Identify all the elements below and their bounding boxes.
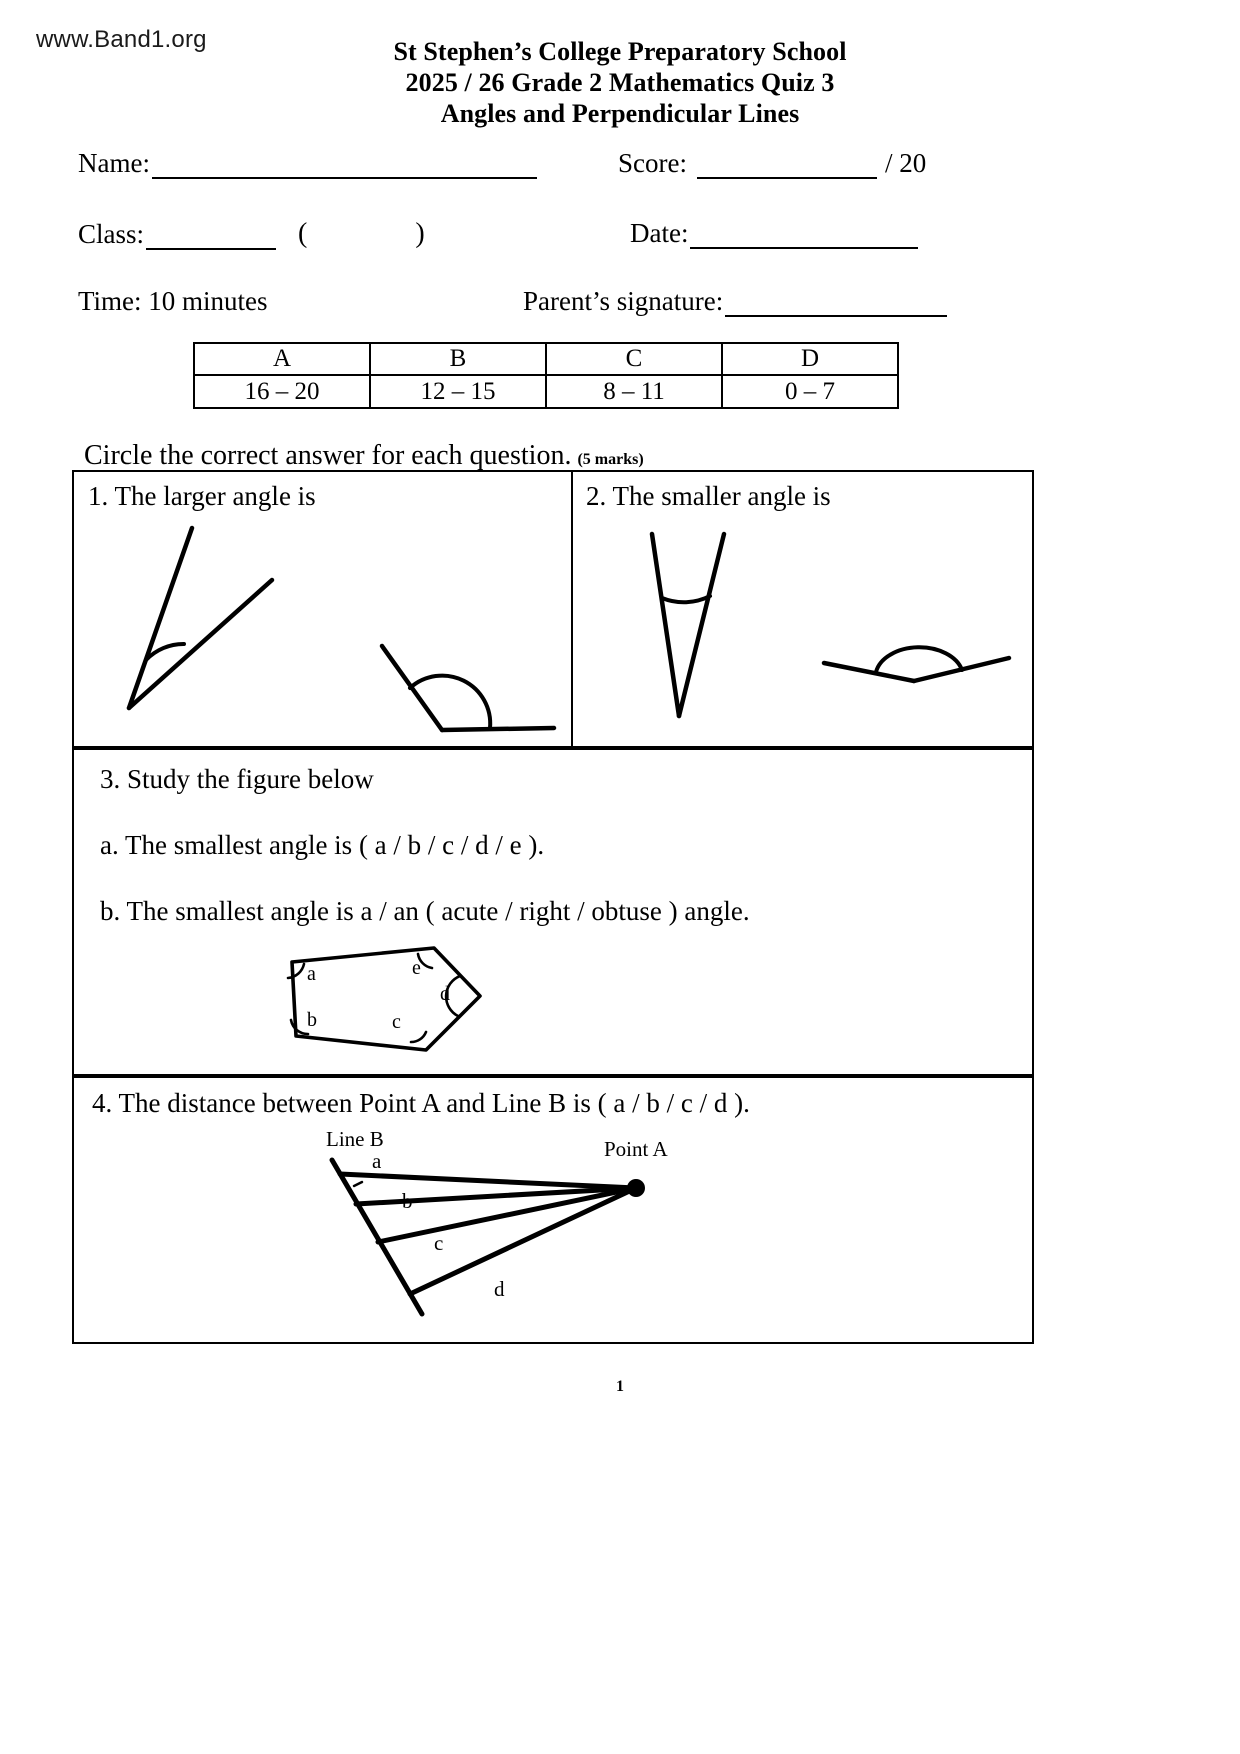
question-3-box xyxy=(72,748,1034,1076)
ray-label-a: a xyxy=(372,1149,382,1173)
q2-fig1-ray2 xyxy=(679,534,724,716)
q2-fig2-ray1 xyxy=(824,663,914,681)
parent-signature-label: Parent’s signature: xyxy=(523,286,724,316)
range-cell-b: 12 – 15 xyxy=(370,375,546,408)
class-label: Class: xyxy=(78,219,145,249)
grade-cell-a: A xyxy=(194,343,370,375)
q2-fig1-ray1 xyxy=(652,534,679,716)
ray-label-b: b xyxy=(402,1189,413,1213)
ray-label-c: c xyxy=(434,1231,444,1255)
date-field-group[interactable] xyxy=(630,218,918,249)
pentagon-label-d: d xyxy=(440,983,450,1005)
grade-cell-c: C xyxy=(546,343,722,375)
score-label: Score: xyxy=(618,148,687,178)
range-cell-d: 0 – 7 xyxy=(722,375,898,408)
question-3-text: 3. Study the figure below xyxy=(100,764,374,794)
name-score-row xyxy=(78,148,1170,188)
parent-signature-group[interactable] xyxy=(523,286,947,317)
pentagon-label-a: a xyxy=(307,963,316,985)
question-1-text: 1. The larger angle is xyxy=(88,481,316,511)
pentagon-diagram xyxy=(274,946,574,1074)
grade-table-header-row xyxy=(194,343,898,375)
point-a-dot xyxy=(627,1179,645,1197)
grade-cell-b: B xyxy=(370,343,546,375)
q2-fig1-arc xyxy=(662,596,710,602)
school-name: St Stephen’s College Preparatory School xyxy=(393,37,847,66)
score-total-label: / 20 xyxy=(884,148,927,178)
time-signature-row xyxy=(78,286,1170,326)
question-2-figures xyxy=(584,518,1024,738)
date-input-rule[interactable] xyxy=(690,225,918,249)
grade-table-range-row xyxy=(194,375,898,408)
q1-angle-diagrams xyxy=(92,518,562,738)
q1-fig2-ray2 xyxy=(442,728,554,730)
range-cell-a: 16 – 20 xyxy=(194,375,370,408)
question-3b-text[interactable]: b. The smallest angle is a / an ( acute / right / obtuse ) angle. xyxy=(100,896,750,926)
title-block xyxy=(0,36,1240,129)
ray-d xyxy=(410,1188,636,1294)
name-label: Name: xyxy=(78,148,150,178)
angle-mark-c xyxy=(411,1032,426,1042)
score-field-group[interactable] xyxy=(618,148,926,179)
instruction-line xyxy=(84,440,644,472)
class-date-row xyxy=(78,218,1170,258)
paren-close: ) xyxy=(415,218,425,249)
question-3a-text[interactable]: a. The smallest angle is ( a / b / c / d / e ). xyxy=(100,830,545,860)
name-input-rule[interactable] xyxy=(152,155,537,179)
question-4-figure xyxy=(244,1126,724,1331)
pentagon-label-e: e xyxy=(412,957,421,979)
q2-fig2-arc xyxy=(876,647,962,672)
instruction-text: Circle the correct answer for each question. xyxy=(84,440,572,471)
range-cell-c: 8 – 11 xyxy=(546,375,722,408)
exam-title: 2025 / 26 Grade 2 Mathematics Quiz 3 xyxy=(405,68,835,97)
question-1-figures xyxy=(92,518,562,738)
question-box-divider xyxy=(571,472,573,746)
grade-table xyxy=(193,342,899,409)
q2-angle-diagrams xyxy=(584,518,1024,738)
question-4-text[interactable]: 4. The distance between Point A and Line B is ( a / b / c / d ). xyxy=(92,1088,750,1118)
page-number: 1 xyxy=(616,1378,624,1395)
line-b-label: Line B xyxy=(326,1127,384,1151)
parent-signature-rule[interactable] xyxy=(725,293,947,317)
time-label-group xyxy=(78,286,268,317)
date-label: Date: xyxy=(630,218,689,248)
instruction-marks: (5 marks) xyxy=(577,451,644,468)
question-1-2-box xyxy=(72,470,1034,748)
question-3-figure xyxy=(274,946,574,1074)
point-a-label: Point A xyxy=(604,1137,668,1161)
point-line-distance-diagram xyxy=(244,1126,724,1331)
question-4-box xyxy=(72,1076,1034,1344)
name-field-group[interactable] xyxy=(78,148,537,179)
class-field-group[interactable] xyxy=(78,218,425,250)
class-input-rule[interactable] xyxy=(146,226,276,250)
question-2-text: 2. The smaller angle is xyxy=(586,481,831,511)
pentagon-label-c: c xyxy=(392,1011,401,1033)
pentagon-label-b: b xyxy=(307,1009,317,1031)
time-label: Time: 10 minutes xyxy=(78,286,268,316)
right-angle-tick xyxy=(354,1182,362,1186)
angle-mark-a xyxy=(288,964,304,978)
pentagon-outline xyxy=(292,948,480,1050)
score-input-rule[interactable] xyxy=(697,155,877,179)
grade-cell-d: D xyxy=(722,343,898,375)
site-watermark: www.Band1.org xyxy=(36,26,207,53)
ray-label-d: d xyxy=(494,1277,505,1301)
topic-title: Angles and Perpendicular Lines xyxy=(440,99,800,128)
ray-a xyxy=(340,1174,636,1188)
paren-open: ( xyxy=(298,218,308,249)
